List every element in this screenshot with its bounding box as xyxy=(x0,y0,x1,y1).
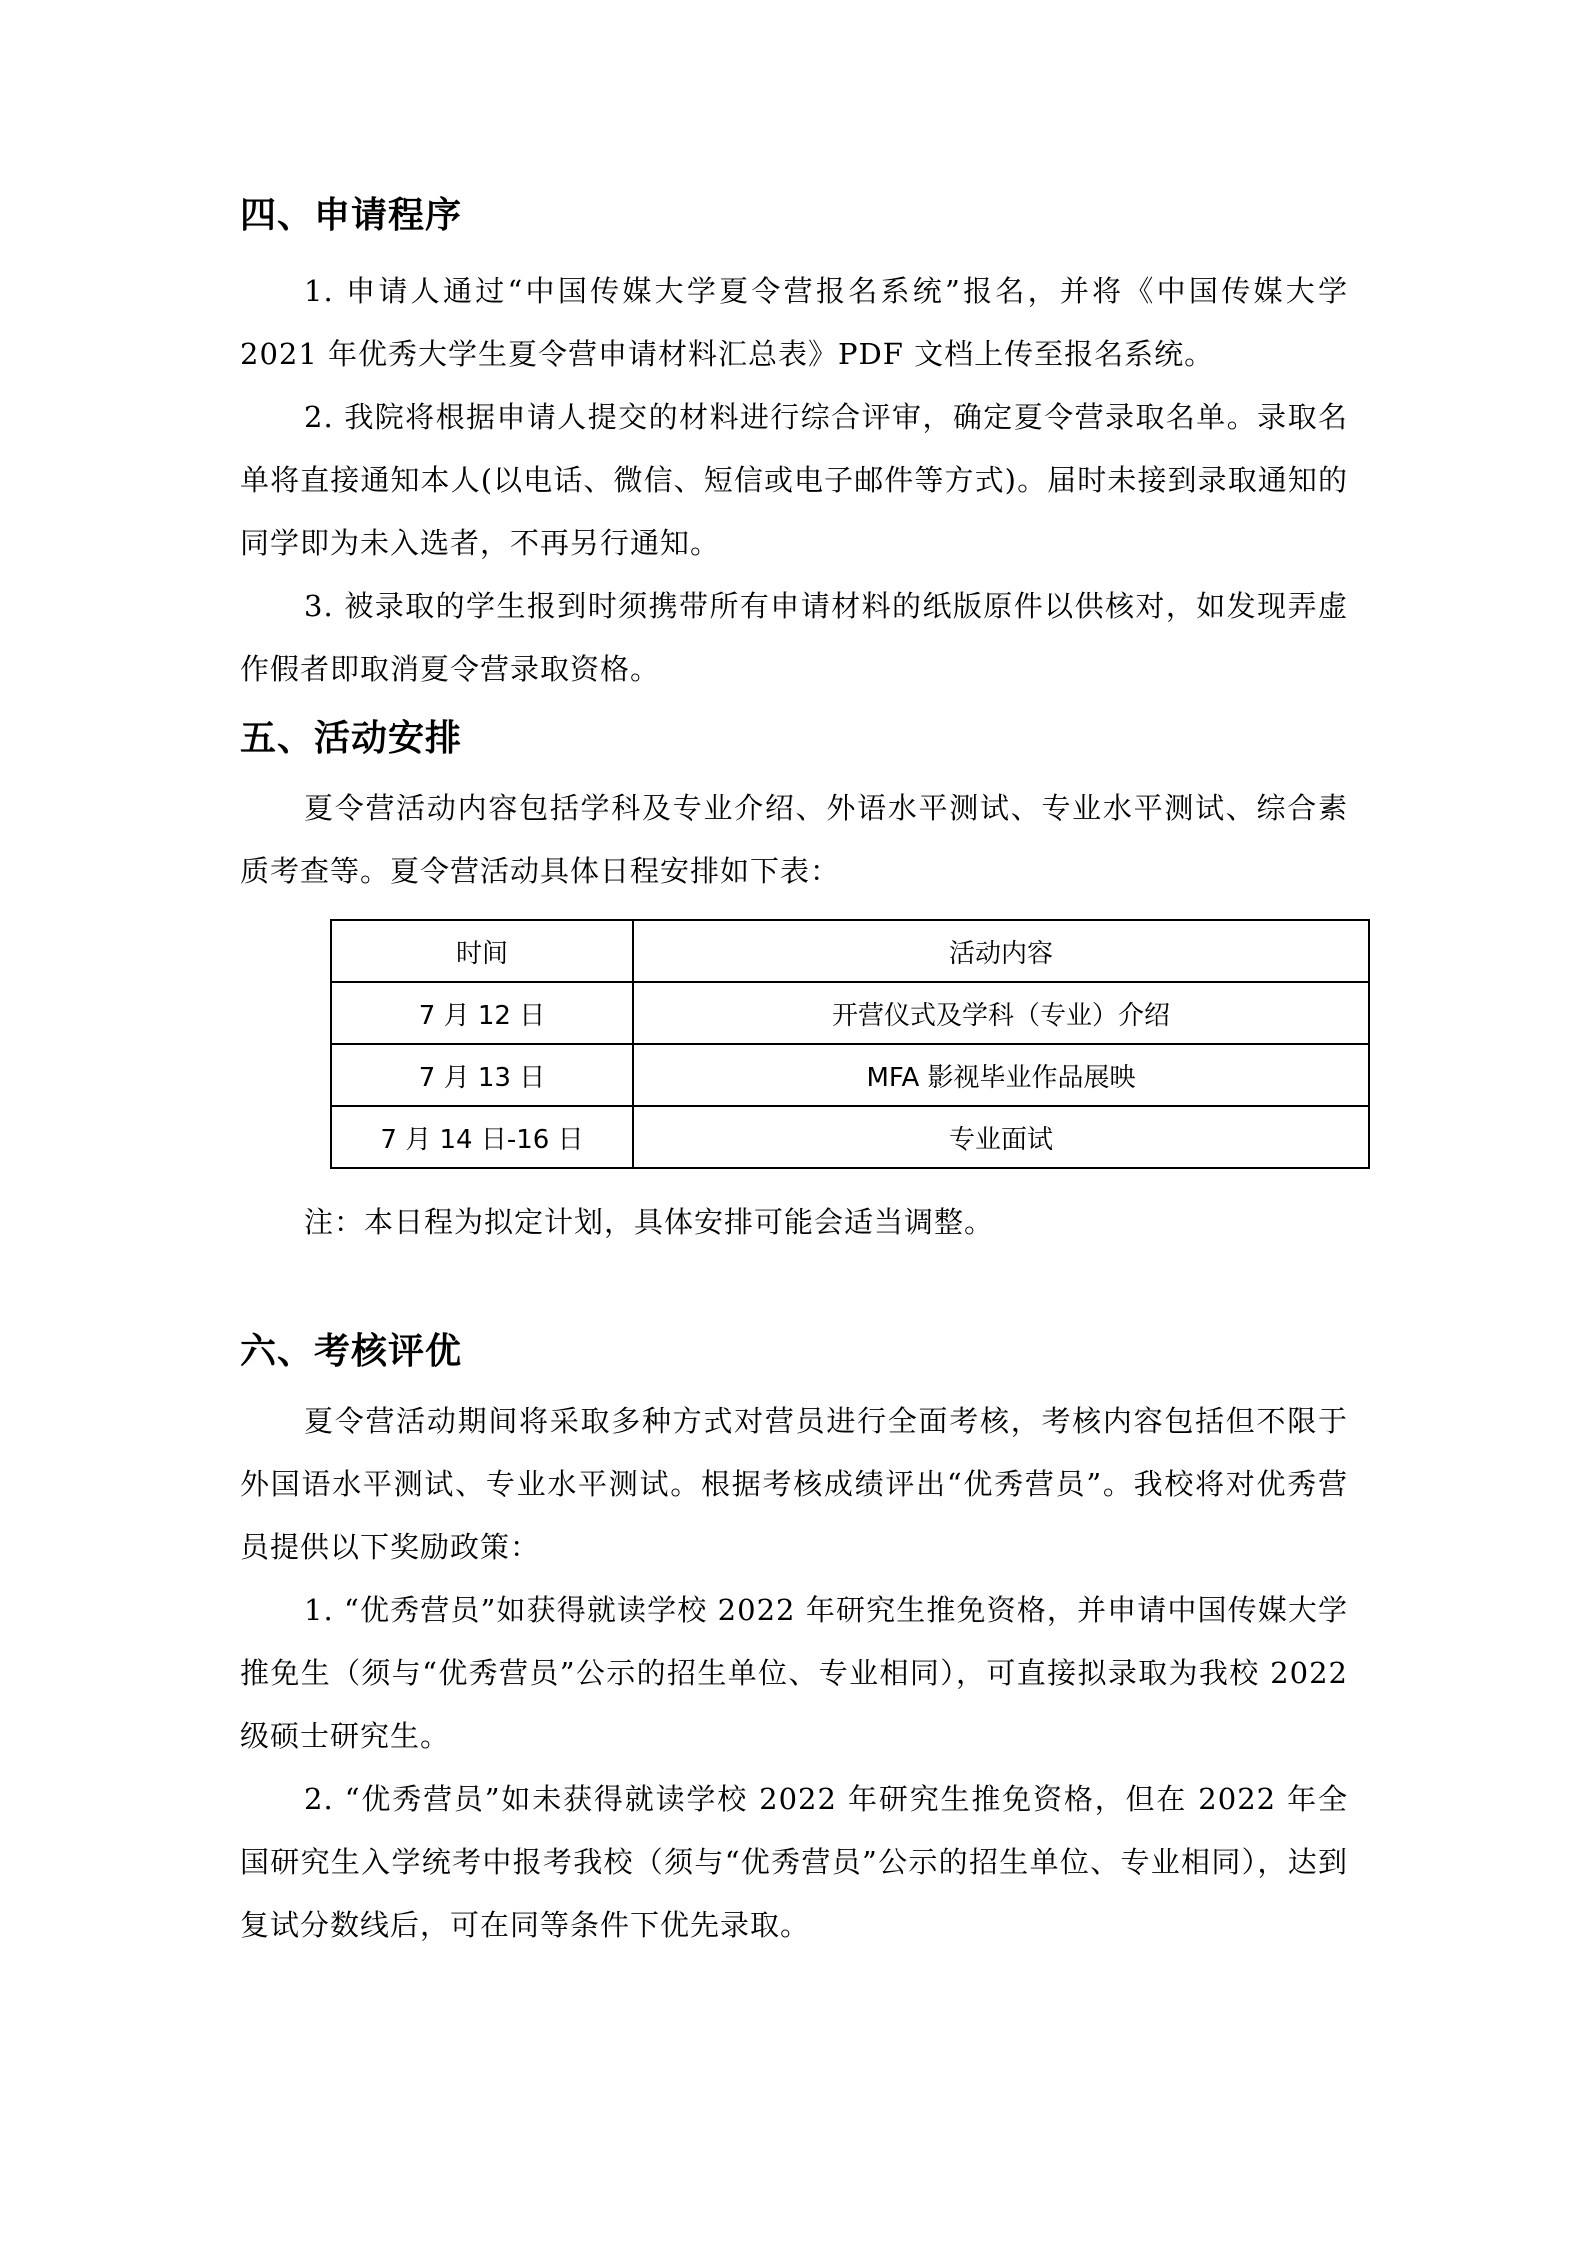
table-header-cell: 活动内容 xyxy=(633,920,1369,982)
schedule-table xyxy=(330,919,1370,1169)
table-header-cell: 时间 xyxy=(331,920,633,982)
table-cell-activity: MFA 影视毕业作品展映 xyxy=(633,1044,1369,1106)
table-cell-activity: 专业面试 xyxy=(633,1106,1369,1168)
schedule-note: 注：本日程为拟定计划，具体安排可能会适当调整。 xyxy=(304,1205,995,1239)
section-title-activity-schedule: 五、活动安排 xyxy=(240,718,463,759)
table-row xyxy=(331,982,1369,1044)
document-page xyxy=(240,186,1348,1957)
section-title-assessment: 六、考核评优 xyxy=(240,1331,463,1372)
paragraph-procedure-2: 2. 我院将根据申请人提交的材料进行综合评审，确定夏令营录取名单。录取名单将直接通知本人(以电话、微信、短信或电子邮件等方式)。届时未接到录取通知的同学即为未入选者，不再另行通知。 xyxy=(240,400,1348,560)
table-row xyxy=(331,1106,1369,1168)
paragraph-activity-intro: 夏令营活动内容包括学科及专业介绍、外语水平测试、专业水平测试、综合素质考查等。夏令营活动具体日程安排如下表： xyxy=(240,791,1348,888)
table-cell-time: 7 月 12 日 xyxy=(331,982,633,1044)
table-row xyxy=(331,1044,1369,1106)
paragraph-procedure-1: 1. 申请人通过“中国传媒大学夏令营报名系统”报名，并将《中国传媒大学 2021 年优秀大学生夏令营申请材料汇总表》PDF 文档上传至报名系统。 xyxy=(240,274,1348,371)
paragraph-procedure-3: 3. 被录取的学生报到时须携带所有申请材料的纸版原件以供核对，如发现弄虚作假者即取消夏令营录取资格。 xyxy=(240,589,1348,686)
table-cell-time: 7 月 14 日-16 日 xyxy=(331,1106,633,1168)
table-header-row xyxy=(331,920,1369,982)
table-cell-activity: 开营仪式及学科（专业）介绍 xyxy=(633,982,1369,1044)
paragraph-assessment-2: 2. “优秀营员”如未获得就读学校 2022 年研究生推免资格，但在 2022 年全国研究生入学统考中报考我校（须与“优秀营员”公示的招生单位、专业相同），达到复试分数线后，可在同等条件下优先录取。 xyxy=(240,1782,1348,1942)
paragraph-assessment-1: 1. “优秀营员”如获得就读学校 2022 年研究生推免资格，并申请中国传媒大学推免生（须与“优秀营员”公示的招生单位、专业相同），可直接拟录取为我校 2022 级硕士研究生。 xyxy=(240,1593,1348,1753)
paragraph-assessment-intro: 夏令营活动期间将采取多种方式对营员进行全面考核，考核内容包括但不限于外国语水平测试、专业水平测试。根据考核成绩评出“优秀营员”。我校将对优秀营员提供以下奖励政策： xyxy=(240,1404,1348,1564)
section-title-application-procedure: 四、申请程序 xyxy=(240,195,463,236)
table-cell-time: 7 月 13 日 xyxy=(331,1044,633,1106)
